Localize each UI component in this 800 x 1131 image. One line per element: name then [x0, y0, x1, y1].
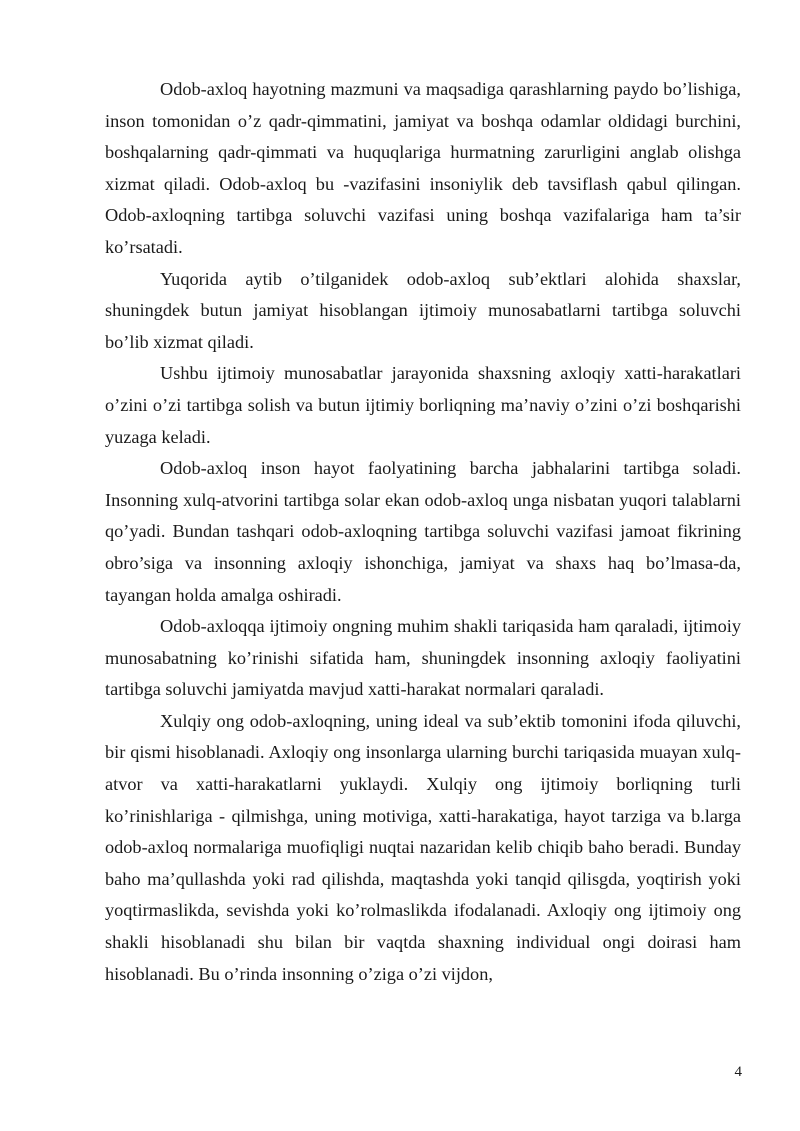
- paragraph-5: Odob-axloqqa ijtimoiy ongning muhim shakli tariqasida ham qaraladi, ijtimoiy munosabatning ko’rinishi sifatida ham, shuningdek insonning axloqiy faoliyatini tartibga soluvchi jamiyatda mavjud xatti-harakat normalari qaraladi.: [105, 616, 741, 700]
- paragraph-1: Odob-axloq hayotning mazmuni va maqsadiga qarashlarning paydo bo’lishiga, inson tomonidan o’z qadr-qimmatini, jamiyat va boshqa odamlar oldidagi burchini, boshqalarning qadr-qimmati va huquqlariga hurmatning zarurligini anglab olishga xizmat qiladi. Odob-axloq bu -vazifasini insoniylik deb tavsiflash qabul qilingan. Odob-axloqning tartibga soluvchi vazifasi uning boshqa vazifalariga ham ta’sir ko’rsatadi.: [105, 79, 741, 257]
- paragraph-2: Yuqorida aytib o’tilganidek odob-axloq sub’ektlari alohida shaxslar, shuningdek butun jamiyat hisoblangan ijtimoiy munosabatlarni tartibga soluvchi bo’lib xizmat qiladi.: [105, 268, 741, 352]
- paragraph-3: Ushbu ijtimoiy munosabatlar jarayonida shaxsning axloqiy xatti-harakatlari o’zini o’zi tartibga solish va butun ijtimiy borliqning ma’naviy o’zini o’zi boshqarishi yuzaga keladi.: [105, 363, 741, 447]
- document-body: [105, 74, 741, 990]
- paragraph-6: Xulqiy ong odob-axloqning, uning ideal va sub’ektib tomonini ifoda qiluvchi, bir qismi hisoblanadi. Axloqiy ong insonlarga ularning burchi tariqasida muayan xulq-atvor va xatti-harakatlarni yuklaydi. Xulqiy ong ijtimoiy borliqning turli ko’rinishlariga - qilmishga, uning motiviga, xatti-harakatiga, hayot tarziga va b.larga odob-axloq normalariga muofiqligi nuqtai nazaridan kelib chiqib baho beradi. Bunday baho ma’qullashda yoki rad qilishda, maqtashda yoki tanqid qilisgda, yoqtirish yoki yoqtirmaslikda, sevishda yoki ko’rolmaslikda ifodalanadi. Axloqiy ong ijtimoiy ong shakli hisoblanadi shu bilan bir vaqtda shaxning individual ongi doirasi ham hisoblanadi. Bu o’rinda insonning o’ziga o’zi vijdon,: [105, 710, 741, 984]
- paragraph-4: Odob-axloq inson hayot faolyatining barcha jabhalarini tartibga soladi. Insonning xulq-atvorini tartibga solar ekan odob-axloq unga nisbatan yuqori talablarni qo’yadi. Bundan tashqari odob-axloqning tartibga soluvchi vazifasi jamoat fikrining obro’siga va insonning axloqiy ishonchiga, jamiyat va shaxs haq bo’lmasa-da, tayangan holda amalga oshiradi.: [105, 458, 741, 605]
- page-number: 4: [734, 1064, 742, 1080]
